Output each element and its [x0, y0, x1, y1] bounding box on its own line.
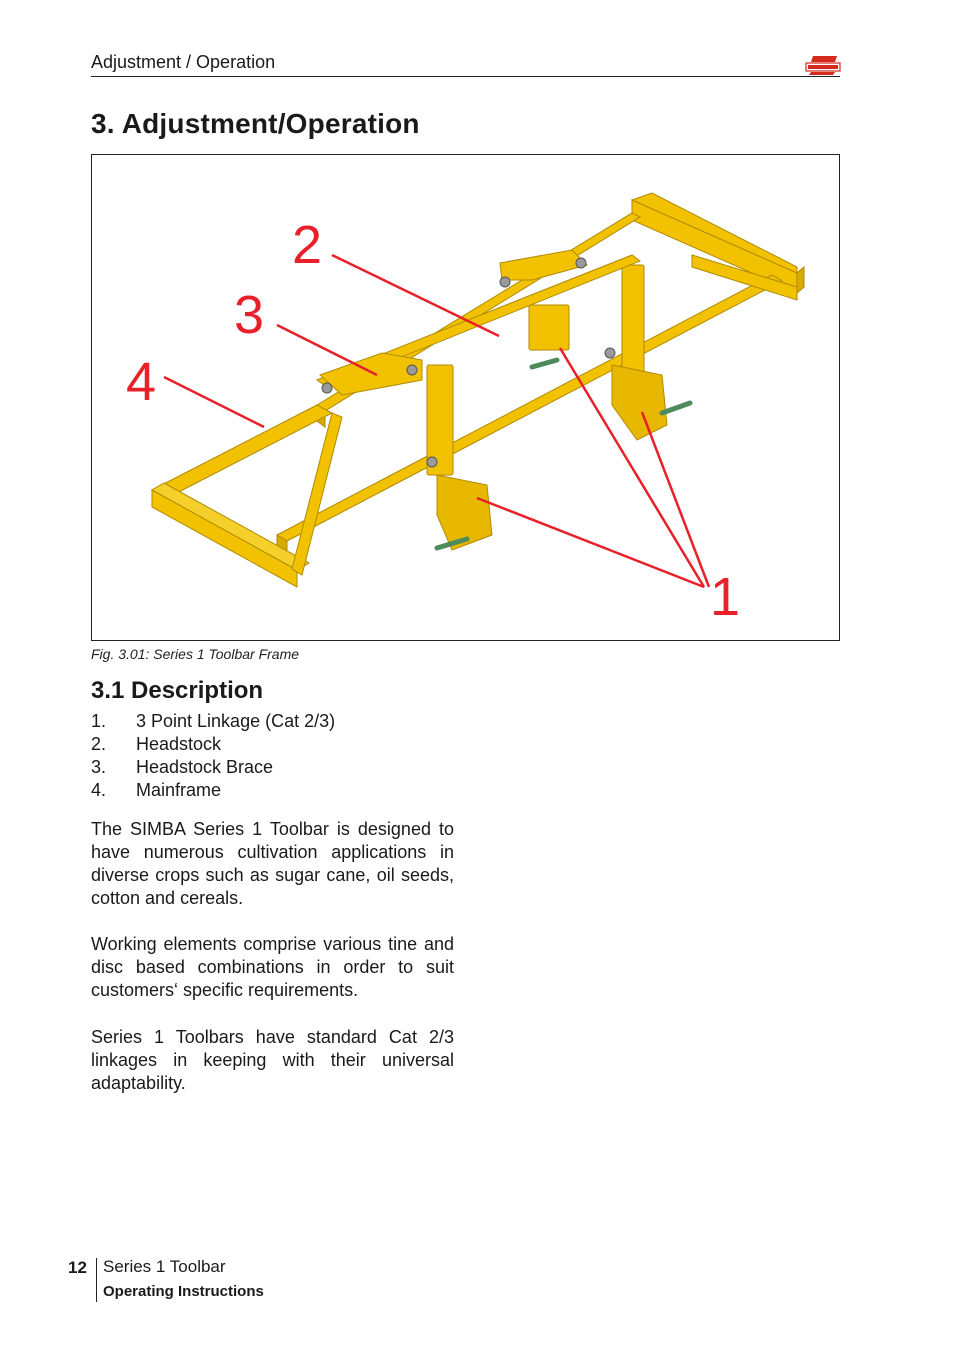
list-item-label: Headstock Brace [136, 757, 274, 777]
list-item-label: Mainframe [136, 780, 222, 800]
list-item-number: 1. [91, 711, 107, 731]
mainframe-drawing [152, 193, 804, 587]
list-item [91, 733, 335, 756]
intro-paragraph: The SIMBA Series 1 Toolbar is designed to have numerous cultivation applications in diverse crops such as sugar cane, oil seeds, cotton and cereals. [91, 819, 454, 908]
footer-divider [96, 1258, 97, 1302]
list-item-number: 4. [91, 780, 107, 800]
page-number: 12 [68, 1258, 87, 1277]
linkage-paragraph: Series 1 Toolbars have standard Cat 2/3 linkages in keeping with their universal adaptability. [91, 1027, 454, 1093]
toolbar-frame-illustration [92, 155, 839, 640]
callout-2-label: 2 [292, 215, 323, 275]
figure-toolbar-frame [91, 154, 840, 641]
simba-logo [805, 55, 841, 75]
figure-caption: Fig. 3.01: Series 1 Toolbar Frame [91, 646, 300, 662]
list-item-label: Headstock [136, 734, 222, 754]
list-item [91, 710, 335, 733]
callout-1-label: 1 [710, 567, 741, 627]
description-heading: 3.1 Description [91, 677, 264, 704]
header-section-label: Adjustment / Operation [91, 52, 276, 72]
list-item [91, 779, 335, 802]
callout-3-label: 3 [234, 285, 265, 345]
component-list [91, 710, 335, 802]
footer-title: Series 1 Toolbar [103, 1257, 226, 1276]
list-item-number: 3. [91, 757, 107, 777]
list-item-label: 3 Point Linkage (Cat 2/3) [136, 711, 336, 731]
list-item [91, 756, 335, 779]
footer-subtitle: Operating Instructions [103, 1283, 264, 1300]
list-item-number: 2. [91, 734, 107, 754]
header-rule [91, 76, 840, 77]
section-title: 3. Adjustment/Operation [91, 108, 420, 139]
callout-4-label: 4 [126, 352, 157, 412]
working-elements-paragraph: Working elements comprise various tine and disc based combinations in order to suit customers‘ specific requirements. [91, 934, 454, 1000]
